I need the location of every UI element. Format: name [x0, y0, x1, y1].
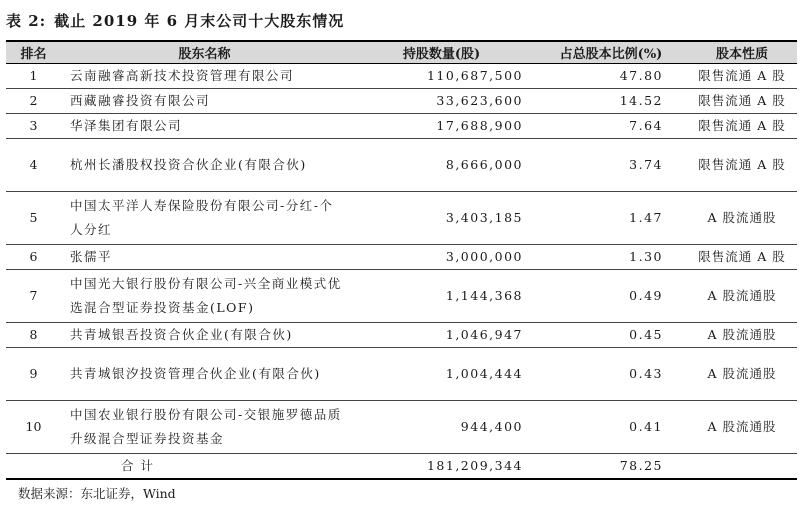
share-nature-cell: A 股流通股 — [687, 323, 797, 348]
share-nature-cell: A 股流通股 — [687, 192, 797, 245]
percentage-cell: 14.52 — [535, 89, 687, 114]
table-row — [6, 139, 797, 192]
table-row — [6, 270, 797, 323]
shares-cell: 110,687,500 — [348, 64, 535, 89]
rank-cell: 5 — [6, 192, 61, 245]
header-shares: 持股数量(股) — [348, 41, 535, 64]
percentage-cell: 1.47 — [535, 192, 687, 245]
table-row — [6, 64, 797, 89]
holder-name-cell: 中国光大银行股份有限公司-兴全商业模式优选混合型证券投资基金(LOF) — [61, 270, 348, 323]
table-number: 表 2: — [6, 12, 47, 30]
holder-name-cell: 云南融睿高新技术投资管理有限公司 — [61, 64, 348, 89]
holder-name-cell: 西藏融睿投资有限公司 — [61, 89, 348, 114]
shares-cell: 1,004,444 — [348, 348, 535, 401]
total-label: 合 计 — [61, 454, 348, 480]
table-row — [6, 89, 797, 114]
rank-cell: 7 — [6, 270, 61, 323]
percentage-cell: 0.43 — [535, 348, 687, 401]
share-nature-cell: A 股流通股 — [687, 270, 797, 323]
total-nature-cell — [687, 454, 797, 480]
table-row — [6, 323, 797, 348]
holder-name-cell: 杭州长潘股权投资合伙企业(有限合伙) — [61, 139, 348, 192]
shareholders-table — [6, 40, 797, 480]
header-row — [6, 41, 797, 64]
shares-cell: 33,623,600 — [348, 89, 535, 114]
holder-name-cell: 共青城银吾投资合伙企业(有限合伙) — [61, 323, 348, 348]
shares-cell: 1,144,368 — [348, 270, 535, 323]
rank-cell: 2 — [6, 89, 61, 114]
rank-cell: 4 — [6, 139, 61, 192]
holder-name-cell: 华泽集团有限公司 — [61, 114, 348, 139]
table-row — [6, 114, 797, 139]
shares-cell: 944,400 — [348, 401, 535, 454]
total-row — [6, 454, 797, 480]
data-source-note: 数据来源：东北证券，Wind — [18, 486, 176, 501]
holder-name-cell: 中国太平洋人寿保险股份有限公司-分红-个人分红 — [61, 192, 348, 245]
percentage-cell: 0.45 — [535, 323, 687, 348]
holder-name-cell: 张儒平 — [61, 245, 348, 270]
share-nature-cell: A 股流通股 — [687, 348, 797, 401]
holder-name-cell: 共青城银汐投资管理合伙企业(有限合伙) — [61, 348, 348, 401]
holder-name-cell: 中国农业银行股份有限公司-交银施罗德品质升级混合型证券投资基金 — [61, 401, 348, 454]
table-row — [6, 245, 797, 270]
percentage-cell: 0.49 — [535, 270, 687, 323]
percentage-cell: 3.74 — [535, 139, 687, 192]
shares-cell: 8,666,000 — [348, 139, 535, 192]
percentage-cell: 7.64 — [535, 114, 687, 139]
total-percentage-cell: 78.25 — [535, 454, 687, 480]
header-share-nature: 股本性质 — [687, 41, 797, 64]
table-title — [6, 10, 344, 31]
percentage-cell: 47.80 — [535, 64, 687, 89]
total-rank-cell — [6, 454, 61, 480]
shares-cell: 3,403,185 — [348, 192, 535, 245]
rank-cell: 6 — [6, 245, 61, 270]
table-title-text: 截止 2019 年 6 月末公司十大股东情况 — [54, 12, 345, 30]
shares-cell: 17,688,900 — [348, 114, 535, 139]
table-row — [6, 192, 797, 245]
header-percentage: 占总股本比例(%) — [535, 41, 687, 64]
percentage-cell: 0.41 — [535, 401, 687, 454]
rank-cell: 10 — [6, 401, 61, 454]
shares-cell: 1,046,947 — [348, 323, 535, 348]
share-nature-cell: 限售流通 A 股 — [687, 89, 797, 114]
percentage-cell: 1.30 — [535, 245, 687, 270]
total-shares-cell: 181,209,344 — [348, 454, 535, 480]
table-row — [6, 401, 797, 454]
share-nature-cell: 限售流通 A 股 — [687, 114, 797, 139]
header-rank: 排名 — [6, 41, 61, 64]
table-row — [6, 348, 797, 401]
rank-cell: 9 — [6, 348, 61, 401]
rank-cell: 1 — [6, 64, 61, 89]
shares-cell: 3,000,000 — [348, 245, 535, 270]
header-holder-name: 股东名称 — [61, 41, 348, 64]
share-nature-cell: 限售流通 A 股 — [687, 64, 797, 89]
rank-cell: 8 — [6, 323, 61, 348]
share-nature-cell: 限售流通 A 股 — [687, 245, 797, 270]
share-nature-cell: A 股流通股 — [687, 401, 797, 454]
rank-cell: 3 — [6, 114, 61, 139]
share-nature-cell: 限售流通 A 股 — [687, 139, 797, 192]
